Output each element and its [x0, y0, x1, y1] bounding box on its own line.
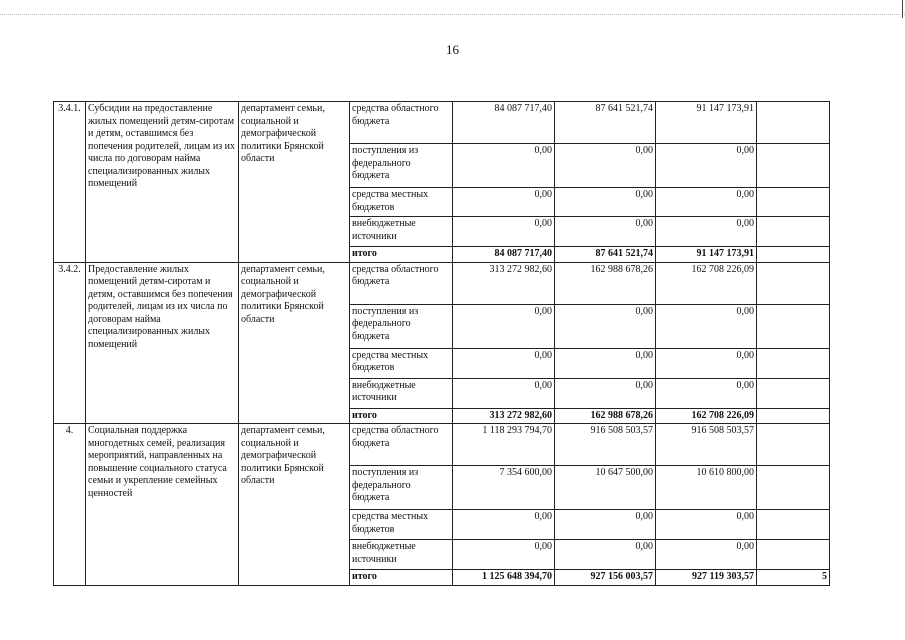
- amount-cell-4: [757, 262, 830, 304]
- amount-cell-3: 0,00: [656, 510, 757, 540]
- amount-cell-4: [757, 378, 830, 408]
- table-row: [54, 424, 830, 466]
- amount-cell-1: 84 087 717,40: [453, 102, 555, 144]
- amount-cell-4: [757, 102, 830, 144]
- amount-cell-3: 0,00: [656, 378, 757, 408]
- amount-cell-2: 0,00: [555, 540, 656, 570]
- executor-name: департамент семьи, социальной и демографической политики Брянской области: [239, 102, 350, 263]
- amount-cell-3: 91 147 173,91: [656, 102, 757, 144]
- amount-cell-3: 162 708 226,09: [656, 262, 757, 304]
- amount-cell-4: [757, 188, 830, 217]
- amount-cell-4: [757, 510, 830, 540]
- measure-name: Социальная поддержка многодетных семей, реализация мероприятий, направленных на повышение социального статуса семьи и укрепление семейных ценностей: [86, 424, 239, 586]
- amount-cell-1: 1 118 293 794,70: [453, 424, 555, 466]
- amount-cell-2: 87 641 521,74: [555, 102, 656, 144]
- funding-source-label: итого: [350, 247, 453, 263]
- funding-source-label: средства областного бюджета: [350, 262, 453, 304]
- amount-cell-4: 5: [757, 570, 830, 586]
- amount-cell-1: 0,00: [453, 348, 555, 378]
- row-index: 3.4.2.: [54, 262, 86, 424]
- amount-cell-3: 0,00: [656, 144, 757, 188]
- amount-cell-1: 0,00: [453, 144, 555, 188]
- amount-cell-4: [757, 408, 830, 424]
- amount-cell-4: [757, 424, 830, 466]
- funding-source-label: поступления из федерального бюджета: [350, 304, 453, 348]
- funding-source-label: итого: [350, 408, 453, 424]
- measure-name: Субсидии на предоставление жилых помещений детям-сиротам и детям, оставшимся без попечения родителей, лицам из их числа по договорам найма специализированных жилых помещений: [86, 102, 239, 263]
- amount-cell-2: 0,00: [555, 188, 656, 217]
- amount-cell-2: 0,00: [555, 378, 656, 408]
- funding-source-label: внебюджетные источники: [350, 540, 453, 570]
- executor-name: департамент семьи, социальной и демографической политики Брянской области: [239, 262, 350, 424]
- funding-source-label: внебюджетные источники: [350, 217, 453, 247]
- amount-cell-2: 0,00: [555, 304, 656, 348]
- funding-source-label: итого: [350, 570, 453, 586]
- amount-cell-3: 916 508 503,57: [656, 424, 757, 466]
- amount-cell-3: 0,00: [656, 188, 757, 217]
- amount-cell-2: 0,00: [555, 510, 656, 540]
- table-body: [54, 102, 830, 586]
- budget-table: [53, 101, 830, 586]
- amount-cell-3: 10 610 800,00: [656, 466, 757, 510]
- row-index: 3.4.1.: [54, 102, 86, 263]
- amount-cell-1: 0,00: [453, 188, 555, 217]
- funding-source-label: внебюджетные источники: [350, 378, 453, 408]
- table-row: [54, 262, 830, 304]
- funding-source-label: средства областного бюджета: [350, 424, 453, 466]
- amount-cell-3: 0,00: [656, 540, 757, 570]
- amount-cell-1: 1 125 648 394,70: [453, 570, 555, 586]
- amount-cell-2: 927 156 003,57: [555, 570, 656, 586]
- amount-cell-4: [757, 144, 830, 188]
- amount-cell-1: 0,00: [453, 217, 555, 247]
- funding-source-label: средства областного бюджета: [350, 102, 453, 144]
- amount-cell-2: 0,00: [555, 348, 656, 378]
- amount-cell-4: [757, 247, 830, 263]
- amount-cell-4: [757, 466, 830, 510]
- row-index: 4.: [54, 424, 86, 586]
- amount-cell-1: 0,00: [453, 378, 555, 408]
- amount-cell-2: 162 988 678,26: [555, 408, 656, 424]
- amount-cell-2: 0,00: [555, 144, 656, 188]
- funding-source-label: поступления из федерального бюджета: [350, 144, 453, 188]
- amount-cell-3: 927 119 303,57: [656, 570, 757, 586]
- amount-cell-2: 87 641 521,74: [555, 247, 656, 263]
- measure-name: Предоставление жилых помещений детям-сиротам и детям, оставшимся без попечения родителей, лицам из их числа по договорам найма специализированных жилых помещений: [86, 262, 239, 424]
- amount-cell-1: 7 354 600,00: [453, 466, 555, 510]
- amount-cell-3: 0,00: [656, 217, 757, 247]
- amount-cell-3: 0,00: [656, 348, 757, 378]
- amount-cell-1: 0,00: [453, 510, 555, 540]
- funding-source-label: средства местных бюджетов: [350, 188, 453, 217]
- executor-name: департамент семьи, социальной и демографической политики Брянской области: [239, 424, 350, 586]
- table-row: [54, 102, 830, 144]
- amount-cell-1: 0,00: [453, 540, 555, 570]
- amount-cell-3: 91 147 173,91: [656, 247, 757, 263]
- funding-source-label: средства местных бюджетов: [350, 348, 453, 378]
- amount-cell-3: 0,00: [656, 304, 757, 348]
- amount-cell-1: 313 272 982,60: [453, 408, 555, 424]
- amount-cell-4: [757, 348, 830, 378]
- amount-cell-2: 162 988 678,26: [555, 262, 656, 304]
- amount-cell-1: 313 272 982,60: [453, 262, 555, 304]
- amount-cell-1: 0,00: [453, 304, 555, 348]
- amount-cell-4: [757, 217, 830, 247]
- amount-cell-1: 84 087 717,40: [453, 247, 555, 263]
- amount-cell-4: [757, 304, 830, 348]
- amount-cell-4: [757, 540, 830, 570]
- amount-cell-2: 0,00: [555, 217, 656, 247]
- page-number: 16: [446, 42, 459, 57]
- funding-source-label: поступления из федерального бюджета: [350, 466, 453, 510]
- amount-cell-3: 162 708 226,09: [656, 408, 757, 424]
- funding-source-label: средства местных бюджетов: [350, 510, 453, 540]
- scan-artifact-line: [0, 14, 905, 16]
- amount-cell-2: 10 647 500,00: [555, 466, 656, 510]
- scan-edge-mark: [902, 0, 903, 18]
- amount-cell-2: 916 508 503,57: [555, 424, 656, 466]
